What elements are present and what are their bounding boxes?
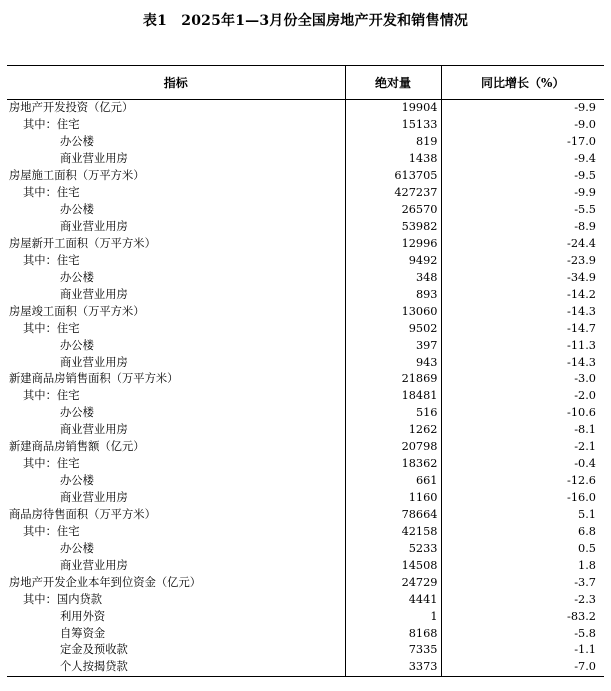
row-label-text: 其中：住宅	[23, 389, 80, 403]
row-growth: 1.8	[578, 558, 596, 572]
row-label-text: 办公楼	[60, 338, 94, 352]
table-row	[7, 473, 604, 490]
row-value: 5233	[345, 540, 441, 557]
row-growth: -17.0	[567, 135, 596, 149]
row-label-text: 新建商品房销售面积（万平方米）	[9, 372, 179, 386]
row-value: 1	[345, 608, 441, 625]
row-value: 516	[345, 405, 441, 422]
row-label-text: 办公楼	[60, 270, 94, 284]
row-label	[7, 202, 345, 219]
header-indicator: 指标	[7, 66, 345, 100]
table-header-row	[7, 66, 604, 100]
row-growth: -10.6	[567, 406, 596, 420]
table-row	[7, 557, 604, 574]
row-label-text: 利用外资	[60, 609, 106, 623]
table-row	[7, 456, 604, 473]
table-row	[7, 286, 604, 303]
row-value: 26570	[345, 202, 441, 219]
row-growth: -14.3	[567, 304, 596, 318]
row-label	[7, 574, 345, 591]
row-label-text: 商业营业用房	[60, 220, 128, 234]
row-growth: -83.2	[567, 609, 596, 623]
row-label	[7, 490, 345, 507]
row-label-text: 房屋新开工面积（万平方米）	[9, 236, 156, 250]
row-label-text: 个人按揭贷款	[60, 660, 128, 674]
row-value: 819	[345, 134, 441, 151]
row-growth: -0.4	[574, 457, 596, 471]
row-growth: -14.7	[567, 321, 596, 335]
row-value: 661	[345, 473, 441, 490]
row-label	[7, 388, 345, 405]
row-label-text: 房地产开发企业本年到位资金（亿元）	[9, 575, 202, 589]
row-label-text: 办公楼	[60, 203, 94, 217]
row-label-text: 其中：住宅	[23, 524, 80, 538]
table-row	[7, 151, 604, 168]
row-label-text: 商业营业用房	[60, 423, 128, 437]
row-label	[7, 236, 345, 253]
row-growth: -11.3	[567, 338, 596, 352]
row-label	[7, 134, 345, 151]
row-label	[7, 371, 345, 388]
table-row	[7, 236, 604, 253]
row-label-text: 其中：国内贷款	[23, 592, 103, 606]
row-label	[7, 557, 345, 574]
row-label-text: 办公楼	[60, 135, 94, 149]
row-label	[7, 540, 345, 557]
table-row	[7, 202, 604, 219]
row-growth: 0.5	[578, 541, 596, 555]
row-growth: 5.1	[578, 507, 596, 521]
table-row	[7, 625, 604, 642]
row-label-text: 房地产开发投资（亿元）	[9, 101, 134, 115]
row-label	[7, 303, 345, 320]
row-label	[7, 642, 345, 659]
row-growth: -9.9	[574, 186, 596, 200]
row-label-text: 定金及预收款	[60, 643, 128, 657]
row-label-text: 办公楼	[60, 474, 94, 488]
row-label	[7, 354, 345, 371]
row-value: 14508	[345, 557, 441, 574]
table-row	[7, 100, 604, 117]
row-growth: -14.3	[567, 355, 596, 369]
table-row	[7, 371, 604, 388]
table-row	[7, 168, 604, 185]
row-growth: -5.5	[574, 203, 596, 217]
row-value: 42158	[345, 523, 441, 540]
row-growth: -24.4	[567, 236, 596, 250]
row-value: 1262	[345, 422, 441, 439]
row-growth: -7.0	[441, 659, 604, 676]
table-row	[7, 219, 604, 236]
row-value: 24729	[345, 574, 441, 591]
table-row	[7, 252, 604, 269]
row-label	[7, 185, 345, 202]
row-value: 15133	[345, 117, 441, 134]
table-row	[7, 591, 604, 608]
table-row	[7, 507, 604, 524]
table-row	[7, 574, 604, 591]
row-growth: -9.9	[574, 101, 596, 115]
row-value: 397	[345, 337, 441, 354]
row-label	[7, 473, 345, 490]
table-row	[7, 134, 604, 151]
row-label	[7, 286, 345, 303]
row-label-text: 自筹资金	[60, 626, 106, 640]
table-row	[7, 269, 604, 286]
row-value: 893	[345, 286, 441, 303]
table-row	[7, 388, 604, 405]
row-label	[7, 269, 345, 286]
row-growth: -16.0	[567, 491, 596, 505]
row-label-text: 办公楼	[60, 406, 94, 420]
row-label	[7, 456, 345, 473]
row-label	[7, 422, 345, 439]
table-row	[7, 422, 604, 439]
row-value: 4441	[345, 591, 441, 608]
row-value: 18481	[345, 388, 441, 405]
table-row	[7, 642, 604, 659]
row-growth: -14.2	[567, 287, 596, 301]
row-value: 348	[345, 269, 441, 286]
row-value: 613705	[345, 168, 441, 185]
row-value: 20798	[345, 439, 441, 456]
row-label	[7, 591, 345, 608]
row-value: 18362	[345, 456, 441, 473]
row-growth: -2.0	[574, 389, 596, 403]
header-absolute: 绝对量	[345, 66, 441, 100]
row-label-text: 商业营业用房	[60, 491, 128, 505]
row-growth: -3.7	[574, 575, 596, 589]
row-growth: -8.9	[574, 220, 596, 234]
row-value: 9502	[345, 320, 441, 337]
row-label	[7, 117, 345, 134]
row-label	[7, 659, 345, 676]
row-label-text: 商业营业用房	[60, 355, 128, 369]
row-value: 19904	[345, 100, 441, 117]
row-label-text: 其中：住宅	[23, 457, 80, 471]
row-label	[7, 625, 345, 642]
table-row	[7, 405, 604, 422]
table-row	[7, 490, 604, 507]
row-label	[7, 405, 345, 422]
data-table	[7, 65, 604, 677]
row-label-text: 商品房待售面积（万平方米）	[9, 507, 156, 521]
row-growth: -8.1	[574, 423, 596, 437]
table-body	[7, 100, 604, 677]
row-label	[7, 507, 345, 524]
table-row	[7, 303, 604, 320]
row-value: 9492	[345, 252, 441, 269]
row-growth: -5.8	[574, 626, 596, 640]
row-label-text: 其中：住宅	[23, 321, 80, 335]
table-row	[7, 337, 604, 354]
row-growth: -23.9	[567, 253, 596, 267]
row-label-text: 商业营业用房	[60, 152, 128, 166]
row-growth: -9.0	[574, 118, 596, 132]
table-row	[7, 320, 604, 337]
row-label-text: 商业营业用房	[60, 558, 128, 572]
row-label-text: 其中：住宅	[23, 253, 80, 267]
row-growth: -2.1	[574, 440, 596, 454]
row-value: 12996	[345, 236, 441, 253]
row-growth: -9.5	[574, 169, 596, 183]
row-growth: -34.9	[567, 270, 596, 284]
row-label-text: 其中：住宅	[23, 118, 80, 132]
row-growth: -12.6	[567, 474, 596, 488]
row-growth: 6.8	[578, 524, 596, 538]
row-label-text: 办公楼	[60, 541, 94, 555]
row-label	[7, 439, 345, 456]
row-value: 53982	[345, 219, 441, 236]
row-value: 3373	[345, 659, 441, 676]
row-growth: -1.1	[574, 643, 596, 657]
row-label-text: 新建商品房销售额（亿元）	[9, 440, 145, 454]
row-value: 943	[345, 354, 441, 371]
row-label	[7, 337, 345, 354]
header-growth: 同比增长（%）	[441, 66, 604, 100]
table-row	[7, 117, 604, 134]
table-row	[7, 608, 604, 625]
row-growth: -2.3	[574, 592, 596, 606]
row-growth: -3.0	[574, 372, 596, 386]
table-row	[7, 540, 604, 557]
row-label	[7, 320, 345, 337]
row-label-text: 其中：住宅	[23, 186, 80, 200]
row-label	[7, 523, 345, 540]
row-value: 1438	[345, 151, 441, 168]
table-title: 表1 2025年1—3月份全国房地产开发和销售情况	[142, 13, 469, 29]
row-label-text: 房屋竣工面积（万平方米）	[9, 304, 145, 318]
row-growth: -9.4	[574, 152, 596, 166]
table-row	[7, 354, 604, 371]
row-label	[7, 219, 345, 236]
row-label	[7, 100, 345, 117]
row-value: 7335	[345, 642, 441, 659]
row-label	[7, 252, 345, 269]
row-value: 8168	[345, 625, 441, 642]
row-value: 13060	[345, 303, 441, 320]
row-label-text: 房屋施工面积（万平方米）	[9, 169, 145, 183]
row-label-text: 商业营业用房	[60, 287, 128, 301]
row-label	[7, 608, 345, 625]
row-value: 427237	[345, 185, 441, 202]
row-value: 78664	[345, 507, 441, 524]
row-label	[7, 151, 345, 168]
table-row	[7, 185, 604, 202]
table-row	[7, 523, 604, 540]
table-row	[7, 659, 604, 676]
row-label	[7, 168, 345, 185]
table-row	[7, 439, 604, 456]
row-value: 1160	[345, 490, 441, 507]
row-value: 21869	[345, 371, 441, 388]
